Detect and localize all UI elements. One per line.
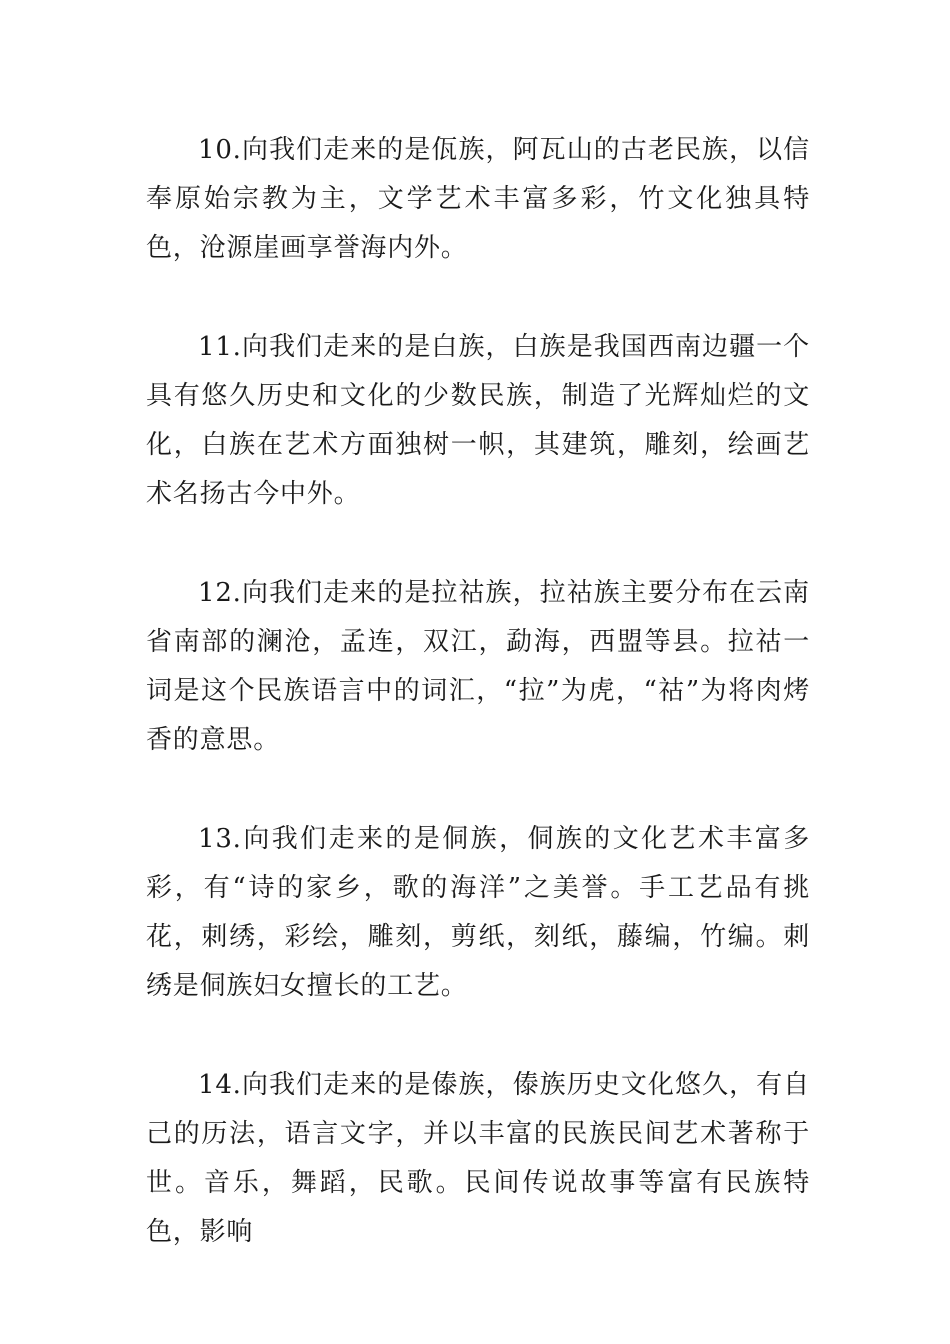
paragraph-dong-ethnic-group: 13.向我们走来的是侗族，侗族的文化艺术丰富多彩，有“诗的家乡，歌的海洋”之美誉。手工艺品有挑花，刺绣，彩绘，雕刻，剪纸，刻纸，藤编，竹编。刺绣是侗族妇女擅长的工艺。	[146, 824, 810, 1001]
paragraph-lahu-ethnic-group: 12.向我们走来的是拉祜族，拉祜族主要分布在云南省南部的澜沧，孟连，双江，勐海，西盟等县。拉祜一词是这个民族语言中的词汇，“拉”为虎，“祜”为将肉烤香的意思。	[146, 578, 810, 755]
paragraph-bai-ethnic-group: 11.向我们走来的是白族，白族是我国西南边疆一个具有悠久历史和文化的少数民族，制造了光辉灿烂的文化，白族在艺术方面独树一帜，其建筑，雕刻，绘画艺术名扬古今中外。	[146, 332, 810, 509]
paragraph-dai-ethnic-group: 14.向我们走来的是傣族，傣族历史文化悠久，有自己的历法，语言文字，并以丰富的民族民间艺术著称于世。音乐，舞蹈，民歌。民间传说故事等富有民族特色，影响	[146, 1070, 810, 1247]
paragraph-wa-ethnic-group: 10.向我们走来的是佤族，阿瓦山的古老民族，以信奉原始宗教为主，文学艺术丰富多彩，竹文化独具特色，沧源崖画享誉海内外。	[146, 135, 810, 263]
document-body	[146, 126, 810, 1307]
